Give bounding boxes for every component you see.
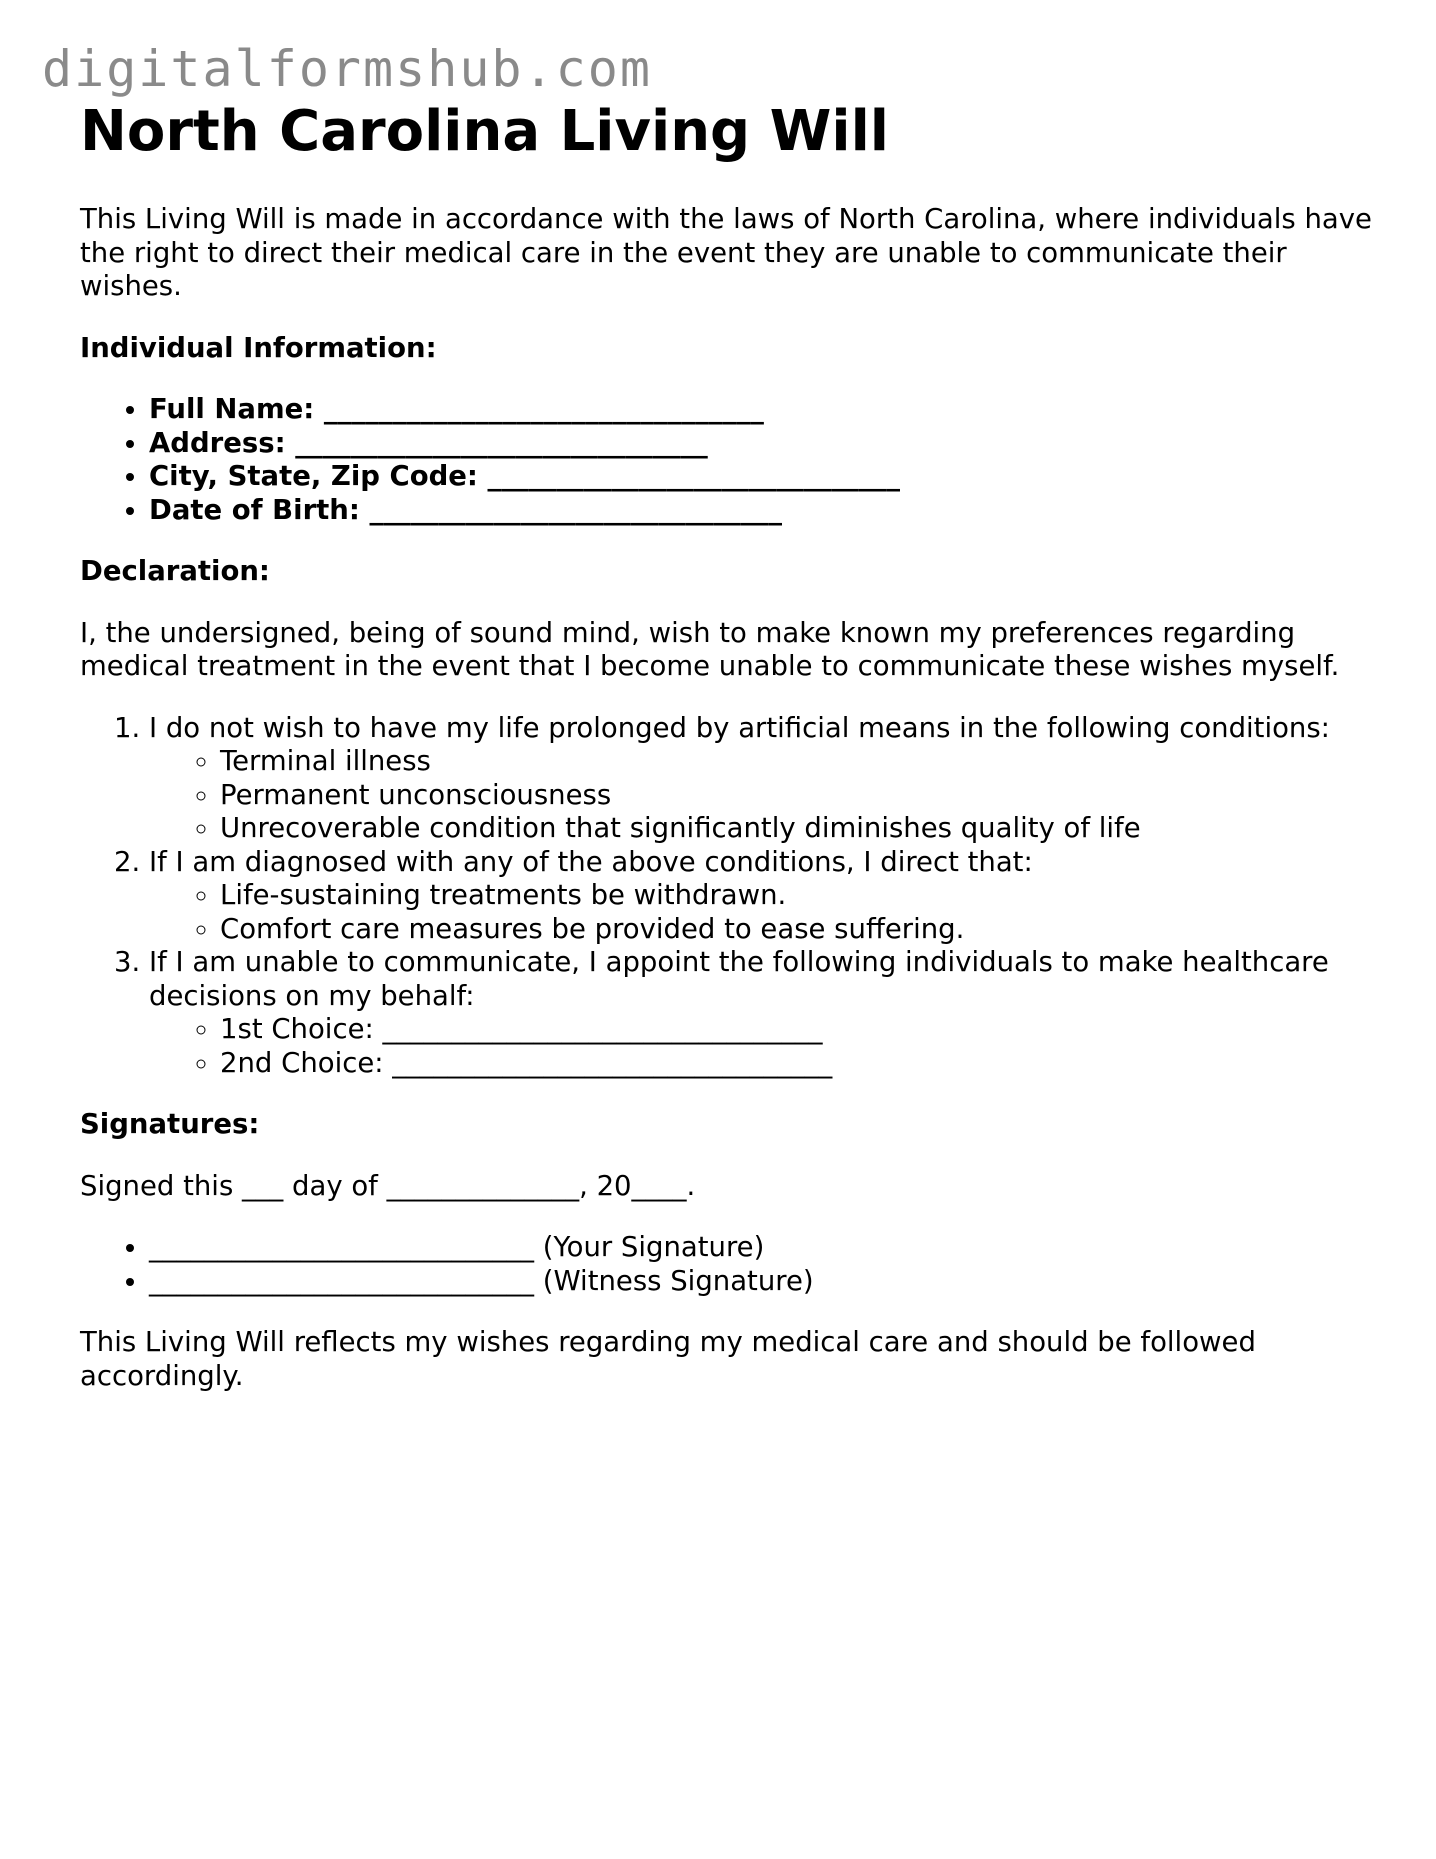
witness-signature-line: • ____________________________ (Witness Signature) <box>149 1265 1380 1299</box>
field-blank: ______________________________ <box>487 460 901 493</box>
individual-info-list <box>80 393 1380 527</box>
watermark-logo: digitalformshub.com <box>42 40 652 98</box>
directive-item <box>149 946 1380 1080</box>
date-of-birth-field <box>149 494 1380 528</box>
your-signature-line: • ____________________________ (Your Signature) <box>149 1231 1380 1265</box>
signed-date-line: Signed this ___ day of ______________, 20____. <box>80 1169 696 1202</box>
field-blank: ______________________________ <box>295 426 708 459</box>
city-state-zip-field <box>149 460 1380 494</box>
declaration-paragraph: I, the undersigned, being of sound mind, wish to make known my preferences regarding medical treatment in the event that I become unable to communicate these wishes myself. <box>80 616 1340 683</box>
field-label: Date of Birth: <box>149 493 360 526</box>
directive-text: If I am diagnosed with any of the above conditions, I direct that: <box>149 845 1033 878</box>
directives-list <box>80 712 1380 1081</box>
field-blank: ______________________________ <box>369 493 782 526</box>
condition-item: ◦ Terminal illness <box>220 745 1380 779</box>
directive-text: If I am unable to communicate, I appoint the following individuals to make healthcare decisions on my behalf: <box>149 946 1329 1012</box>
field-label: Full Name: <box>149 393 315 426</box>
agent-choice-list <box>149 1013 1380 1080</box>
full-name-field <box>149 393 1380 427</box>
condition-item: ◦ Unrecoverable condition that significantly diminishes quality of life <box>220 812 1380 846</box>
signature-list <box>80 1231 1380 1298</box>
field-label: Address: <box>149 426 286 459</box>
field-blank: ________________________________ <box>323 393 764 426</box>
direction-list <box>149 879 1380 946</box>
document-page <box>80 98 1380 1393</box>
address-field <box>149 427 1380 461</box>
signatures-heading: Signatures: <box>80 1108 260 1141</box>
closing-paragraph: This Living Will reflects my wishes regarding my medical care and should be followed accordingly. <box>80 1326 1256 1392</box>
condition-list <box>149 745 1380 846</box>
directive-item <box>149 712 1380 846</box>
intro-paragraph: This Living Will is made in accordance with the laws of North Carolina, where individuals have the right to direct their medical care in the event they are unable to communicate their wishes. <box>80 203 1372 303</box>
individual-info-heading: Individual Information: <box>80 331 437 364</box>
first-choice-field: ◦ 1st Choice: ________________________________ <box>220 1013 1380 1047</box>
second-choice-field: ◦ 2nd Choice: ________________________________ <box>220 1047 1380 1081</box>
field-label: City, State, Zip Code: <box>149 460 478 493</box>
document-title: North Carolina Living Will <box>80 99 889 164</box>
declaration-heading: Declaration: <box>80 555 270 588</box>
direction-item: ◦ Comfort care measures be provided to ease suffering. <box>220 913 1380 947</box>
directive-text: I do not wish to have my life prolonged by artificial means in the following conditions: <box>149 711 1330 744</box>
condition-item: ◦ Permanent unconsciousness <box>220 779 1380 813</box>
direction-item: ◦ Life-sustaining treatments be withdrawn. <box>220 879 1380 913</box>
directive-item <box>149 846 1380 947</box>
